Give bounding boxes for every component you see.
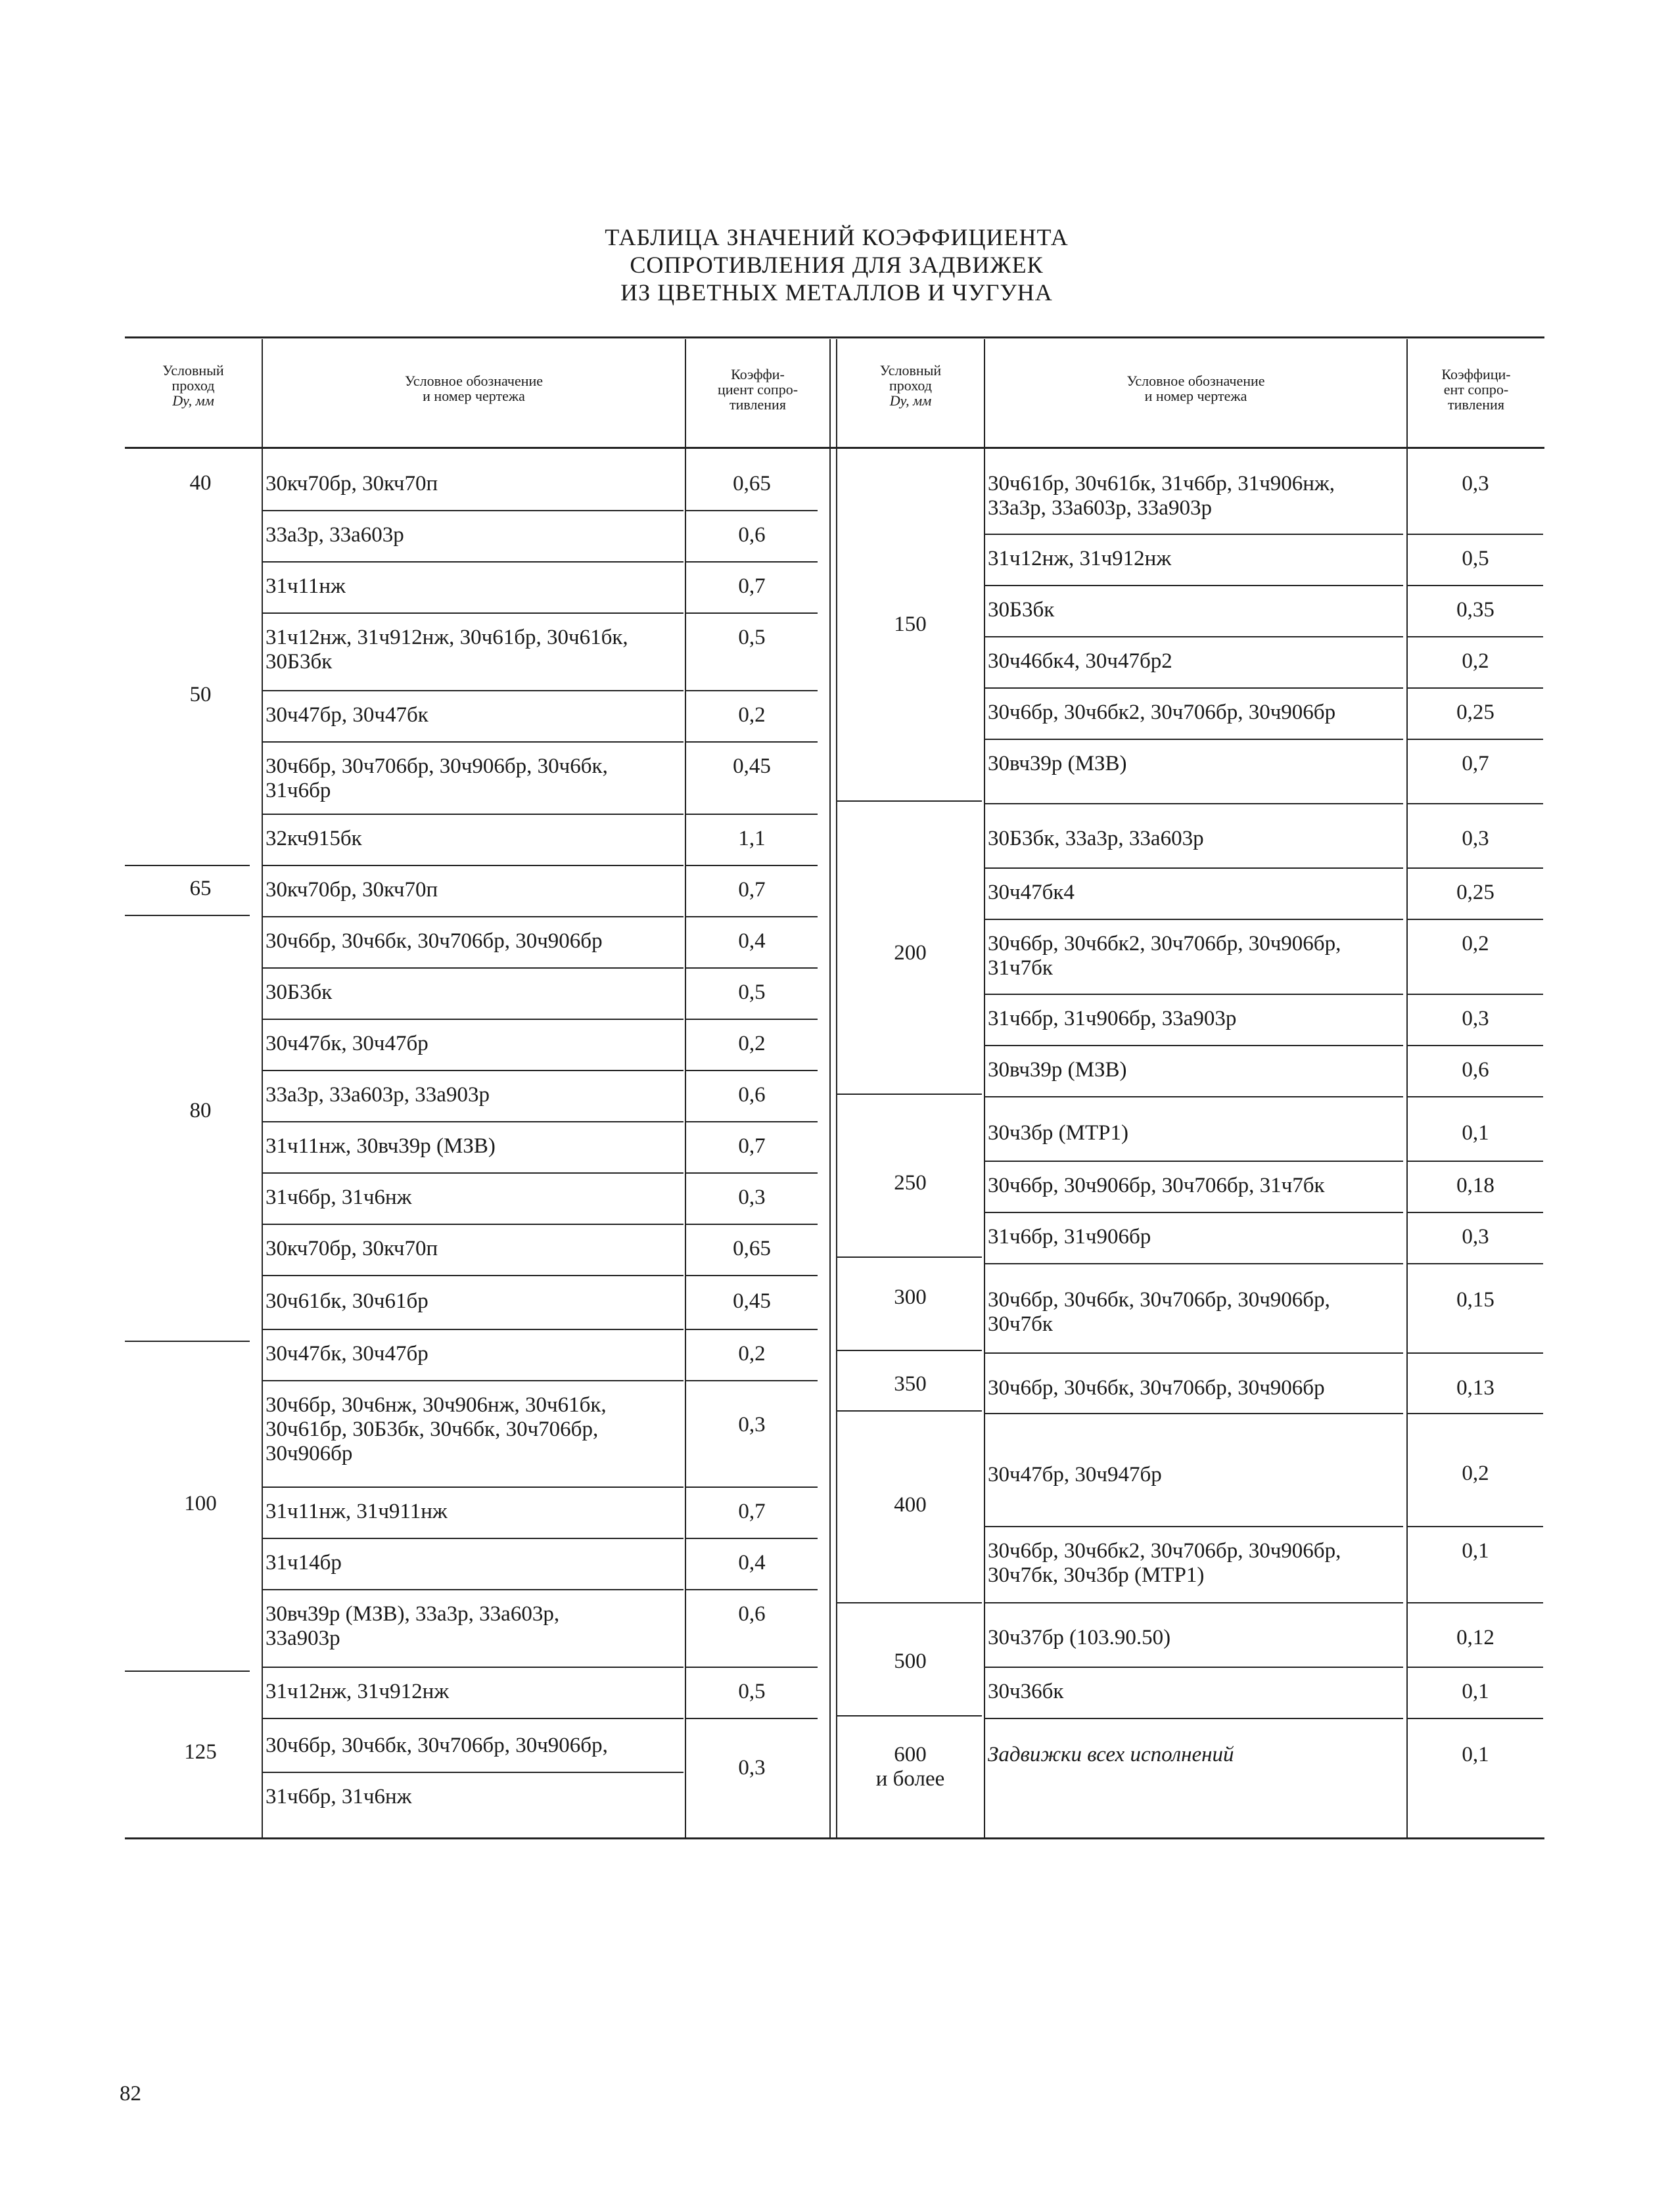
- header-coef-left: [686, 367, 829, 412]
- right-group-sep-1: [837, 800, 982, 802]
- right-coef-5: 0,25: [1456, 701, 1494, 724]
- left-row-sep: [686, 1486, 818, 1488]
- left-row-sep: [263, 865, 683, 866]
- left-designation-10: 30Б3бк: [266, 980, 333, 1004]
- left-coef-22: 0,5: [738, 1680, 766, 1703]
- right-row-sep: [1408, 636, 1543, 637]
- header-designation-left-l1: Условное обозначение: [404, 373, 544, 389]
- left-row-sep: [686, 561, 818, 563]
- header-dn-left: [125, 363, 262, 408]
- right-designation-11: 30вч39р (МЗВ): [988, 1058, 1127, 1082]
- left-coef-6: 0,45: [733, 754, 771, 778]
- right-dn-350: 350: [894, 1372, 927, 1396]
- right-dn-300: 300: [894, 1285, 927, 1309]
- right-dn-250: 250: [894, 1171, 927, 1195]
- left-designation-17: 30ч47бк, 30ч47бр: [266, 1342, 429, 1366]
- left-dn-50: 50: [189, 683, 212, 706]
- left-row-sep: [686, 690, 818, 691]
- header-coef-right-l3: тивления: [1448, 396, 1504, 413]
- right-row-sep: [985, 1263, 1403, 1264]
- left-coef-18: 0,3: [738, 1413, 766, 1437]
- left-coef-17: 0,2: [738, 1342, 766, 1366]
- right-row-sep: [1408, 867, 1543, 869]
- right-designation-9b: 31ч7бк: [988, 956, 1053, 980]
- right-coef-12: 0,1: [1462, 1121, 1489, 1145]
- right-row-sep: [1408, 1718, 1543, 1719]
- title-line-1: ТАБЛИЦА ЗНАЧЕНИЙ КОЭФФИЦИЕНТА: [605, 224, 1069, 250]
- left-designation-4: 31ч12нж, 31ч912нж, 30ч61бр, 30ч61бк,: [266, 626, 628, 649]
- right-row-sep: [985, 739, 1403, 740]
- left-row-sep: [686, 814, 818, 815]
- col-divider-3b: [836, 339, 837, 1837]
- right-row-sep: [985, 1096, 1403, 1097]
- right-row-sep: [985, 585, 1403, 586]
- left-designation-18b: 30ч61бр, 30Б3бк, 30ч6бк, 30ч706бр,: [266, 1417, 599, 1441]
- right-dn-600-l1: 600: [894, 1743, 927, 1766]
- header-designation-left: [263, 373, 685, 403]
- left-row-sep: [686, 510, 818, 511]
- left-designation-13: 31ч11нж, 30вч39р (МЗВ): [266, 1134, 496, 1158]
- right-coef-14: 0,3: [1462, 1225, 1489, 1249]
- right-row-sep: [985, 1352, 1403, 1354]
- header-coef-left-l1: Коэффи-: [731, 366, 785, 382]
- right-row-sep: [985, 867, 1403, 869]
- left-designation-16: 30ч61бк, 30ч61бр: [266, 1289, 429, 1313]
- left-row-sep: [686, 1019, 818, 1020]
- left-row-sep: [263, 690, 683, 691]
- left-row-sep: [263, 510, 683, 511]
- left-designation-9: 30ч6бр, 30ч6бк, 30ч706бр, 30ч906бр: [266, 929, 603, 953]
- right-row-sep: [985, 919, 1403, 920]
- header-coef-left-l2: циент сопро-: [717, 381, 799, 398]
- header-coef-right-l2: ент сопро-: [1443, 381, 1509, 398]
- left-designation-18: 30ч6бр, 30ч6нж, 30ч906нж, 30ч61бк,: [266, 1393, 607, 1417]
- left-row-sep: [686, 967, 818, 969]
- right-dn-500: 500: [894, 1649, 927, 1673]
- right-dn-400: 400: [894, 1493, 927, 1517]
- left-designation-15: 30кч70бр, 30кч70п: [266, 1237, 438, 1260]
- left-group-sep-2: [125, 915, 250, 916]
- left-designation-14: 31ч6бр, 31ч6нж: [266, 1186, 412, 1209]
- right-row-sep: [985, 534, 1403, 535]
- left-group-sep-1: [125, 865, 250, 866]
- header-dn-left-l1: Условный: [162, 362, 224, 379]
- right-row-sep: [985, 687, 1403, 689]
- left-coef-20: 0,4: [738, 1551, 766, 1575]
- right-designation-20: 30ч36бк: [988, 1680, 1064, 1703]
- left-coef-12: 0,6: [738, 1083, 766, 1107]
- right-designation-16: 30ч6бр, 30ч6бк, 30ч706бр, 30ч906бр: [988, 1376, 1325, 1400]
- page-number: 82: [120, 2082, 141, 2106]
- right-row-sep: [1408, 1161, 1543, 1162]
- right-designation-9: 30ч6бр, 30ч6бк2, 30ч706бр, 30ч906бр,: [988, 932, 1341, 956]
- right-row-sep: [985, 1667, 1403, 1668]
- right-row-sep: [1408, 1212, 1543, 1213]
- right-coef-1: 0,3: [1462, 472, 1489, 495]
- left-row-sep: [263, 967, 683, 969]
- right-designation-3: 30Б3бк: [988, 598, 1055, 622]
- left-designation-11: 30ч47бк, 30ч47бр: [266, 1032, 429, 1055]
- left-row-sep: [263, 561, 683, 563]
- right-row-sep: [985, 1212, 1403, 1213]
- right-designation-17: 30ч47бр, 30ч947бр: [988, 1463, 1162, 1486]
- col-divider-4: [984, 339, 985, 1837]
- left-coef-23: 0,3: [738, 1756, 766, 1780]
- left-coef-21: 0,6: [738, 1602, 766, 1626]
- right-row-sep: [1408, 1413, 1543, 1414]
- left-row-sep: [263, 1224, 683, 1225]
- right-row-sep: [1408, 994, 1543, 995]
- table-title: [0, 223, 1668, 306]
- right-group-sep-2: [837, 1094, 982, 1095]
- right-row-sep: [1408, 1096, 1543, 1097]
- left-designation-4b: 30Б3бк: [266, 650, 333, 674]
- left-row-sep: [263, 1718, 683, 1719]
- left-coef-4: 0,5: [738, 626, 766, 649]
- left-designation-21b: 33а903р: [266, 1626, 340, 1650]
- right-row-sep: [1408, 1667, 1543, 1668]
- right-coef-17: 0,2: [1462, 1462, 1489, 1485]
- left-row-sep: [686, 1667, 818, 1668]
- right-row-sep: [1408, 1526, 1543, 1527]
- left-coef-13: 0,7: [738, 1134, 766, 1158]
- right-coef-3: 0,35: [1456, 598, 1494, 622]
- left-designation-12: 33а3р, 33а603р, 33а903р: [266, 1083, 490, 1107]
- right-coef-15: 0,15: [1456, 1288, 1494, 1312]
- left-row-sep: [263, 1589, 683, 1590]
- header-coef-right: [1408, 367, 1544, 412]
- right-group-sep-6: [837, 1602, 982, 1603]
- left-row-sep: [263, 1019, 683, 1020]
- left-coef-10: 0,5: [738, 980, 766, 1004]
- right-designation-8: 30ч47бк4: [988, 881, 1075, 904]
- right-row-sep: [985, 1718, 1403, 1719]
- left-designation-20: 31ч14бр: [266, 1551, 342, 1575]
- right-row-sep: [985, 1602, 1403, 1603]
- right-coef-18: 0,1: [1462, 1539, 1489, 1563]
- col-divider-3a: [829, 339, 831, 1837]
- right-coef-2: 0,5: [1462, 547, 1489, 570]
- left-row-sep: [263, 1538, 683, 1539]
- left-coef-16: 0,45: [733, 1289, 771, 1313]
- right-coef-21: 0,1: [1462, 1743, 1489, 1766]
- right-dn-200: 200: [894, 941, 927, 965]
- left-row-sep: [686, 1538, 818, 1539]
- right-coef-10: 0,3: [1462, 1007, 1489, 1030]
- right-designation-1b: 33а3р, 33а603р, 33а903р: [988, 496, 1212, 520]
- left-designation-6: 30ч6бр, 30ч706бр, 30ч906бр, 30ч6бк,: [266, 754, 608, 778]
- left-row-sep: [263, 1121, 683, 1122]
- right-designation-5: 30ч6бр, 30ч6бк2, 30ч706бр, 30ч906бр: [988, 701, 1336, 724]
- header-coef-left-l3: тивления: [730, 396, 786, 413]
- left-designation-8: 30кч70бр, 30кч70п: [266, 878, 438, 902]
- left-dn-40: 40: [189, 471, 212, 495]
- title-line-3: ИЗ ЦВЕТНЫХ МЕТАЛЛОВ И ЧУГУНА: [620, 279, 1053, 306]
- left-row-sep: [686, 1172, 818, 1174]
- header-designation-right-l1: Условное обозначение: [1126, 373, 1265, 389]
- right-designation-6: 30вч39р (МЗВ): [988, 752, 1127, 775]
- header-dn-right-l1: Условный: [879, 362, 942, 379]
- left-dn-65: 65: [189, 877, 212, 900]
- right-designation-2: 31ч12нж, 31ч912нж: [988, 547, 1172, 570]
- right-row-sep: [1408, 919, 1543, 920]
- col-divider-5: [1406, 339, 1408, 1837]
- left-designation-7: 32кч915бк: [266, 827, 362, 850]
- title-line-2: СОПРОТИВЛЕНИЯ ДЛЯ ЗАДВИЖЕК: [630, 252, 1044, 278]
- right-group-sep-4: [837, 1350, 982, 1351]
- right-coef-7: 0,3: [1462, 827, 1489, 850]
- left-group-sep-3: [125, 1341, 250, 1342]
- table-top-rule: [125, 336, 1544, 338]
- left-designation-21: 30вч39р (МЗВ), 33а3р, 33а603р,: [266, 1602, 560, 1626]
- right-dn-600: [854, 1743, 966, 1791]
- right-row-sep: [1408, 534, 1543, 535]
- right-coef-13: 0,18: [1456, 1174, 1494, 1197]
- header-dn-right-l2: проход: [889, 377, 932, 394]
- left-designation-19: 31ч11нж, 31ч911нж: [266, 1500, 448, 1523]
- left-row-sep: [263, 1070, 683, 1071]
- right-row-sep: [985, 803, 1403, 804]
- right-coef-11: 0,6: [1462, 1058, 1489, 1082]
- left-coef-9: 0,4: [738, 929, 766, 953]
- right-coef-4: 0,2: [1462, 649, 1489, 673]
- right-row-sep: [1408, 1045, 1543, 1046]
- left-row-sep: [686, 1589, 818, 1590]
- left-row-sep: [686, 1329, 818, 1330]
- right-designation-10: 31ч6бр, 31ч906бр, 33а903р: [988, 1007, 1237, 1030]
- right-dn-150: 150: [894, 612, 927, 636]
- right-row-sep: [1408, 687, 1543, 689]
- left-row-sep: [686, 1224, 818, 1225]
- right-row-sep: [1408, 739, 1543, 740]
- right-row-sep: [985, 1045, 1403, 1046]
- table-bottom-rule: [125, 1837, 1544, 1839]
- right-coef-20: 0,1: [1462, 1680, 1489, 1703]
- left-coef-8: 0,7: [738, 878, 766, 902]
- left-row-sep: [686, 741, 818, 743]
- right-row-sep: [985, 1161, 1403, 1162]
- left-designation-23: 30ч6бр, 30ч6бк, 30ч706бр, 30ч906бр,: [266, 1734, 608, 1757]
- right-designation-19: 30ч37бр (103.90.50): [988, 1626, 1171, 1649]
- left-row-sep: [686, 1380, 818, 1381]
- left-row-sep: [263, 1667, 683, 1668]
- header-designation-left-l2: и номер чертежа: [423, 388, 525, 404]
- right-dn-600-l2: и более: [875, 1767, 945, 1791]
- left-row-sep: [263, 916, 683, 917]
- right-designation-18b: 30ч7бк, 30ч3бр (МТР1): [988, 1563, 1205, 1587]
- header-designation-right: [985, 373, 1406, 403]
- header-dn-right: [837, 363, 984, 408]
- right-coef-16: 0,13: [1456, 1376, 1494, 1400]
- left-designation-3: 31ч11нж: [266, 574, 346, 598]
- right-designation-18: 30ч6бр, 30ч6бк2, 30ч706бр, 30ч906бр,: [988, 1539, 1341, 1563]
- right-coef-8: 0,25: [1456, 881, 1494, 904]
- header-bottom-rule: [125, 447, 1544, 449]
- left-row-sep: [686, 1718, 818, 1719]
- left-coef-11: 0,2: [738, 1032, 766, 1055]
- left-coef-19: 0,7: [738, 1500, 766, 1523]
- right-designation-15b: 30ч7бк: [988, 1312, 1053, 1336]
- right-designation-15: 30ч6бр, 30ч6бк, 30ч706бр, 30ч906бр,: [988, 1288, 1330, 1312]
- right-row-sep: [1408, 585, 1543, 586]
- left-row-sep: [686, 612, 818, 614]
- right-row-sep: [985, 994, 1403, 995]
- right-group-sep-3: [837, 1256, 982, 1258]
- left-dn-80: 80: [189, 1099, 212, 1122]
- left-coef-1: 0,65: [733, 472, 771, 495]
- right-coef-9: 0,2: [1462, 932, 1489, 956]
- right-row-sep: [985, 636, 1403, 637]
- left-row-sep: [263, 1329, 683, 1330]
- left-designation-2: 33а3р, 33а603р: [266, 523, 404, 547]
- left-row-sep: [263, 814, 683, 815]
- right-designation-12: 30ч3бр (МТР1): [988, 1121, 1128, 1145]
- left-designation-24: 31ч6бр, 31ч6нж: [266, 1785, 412, 1809]
- left-designation-1: 30кч70бр, 30кч70п: [266, 472, 438, 495]
- left-row-sep: [686, 1121, 818, 1122]
- left-dn-125: 125: [184, 1740, 217, 1764]
- left-row-sep: [686, 916, 818, 917]
- left-coef-15: 0,65: [733, 1237, 771, 1260]
- left-coef-5: 0,2: [738, 703, 766, 727]
- left-coef-7: 1,1: [738, 827, 766, 850]
- left-designation-22: 31ч12нж, 31ч912нж: [266, 1680, 450, 1703]
- left-row-sep: [263, 612, 683, 614]
- header-designation-right-l2: и номер чертежа: [1144, 388, 1247, 404]
- left-row-sep: [686, 865, 818, 866]
- left-row-sep: [686, 1275, 818, 1276]
- left-row-sep: [263, 1172, 683, 1174]
- left-row-sep: [263, 1486, 683, 1488]
- left-row-sep: [263, 741, 683, 743]
- header-dn-left-l3: Dy, мм: [172, 392, 214, 409]
- left-row-sep: [263, 1772, 683, 1773]
- right-coef-6: 0,7: [1462, 752, 1489, 775]
- header-dn-right-l3: Dy, мм: [889, 392, 932, 409]
- left-coef-2: 0,6: [738, 523, 766, 547]
- header-dn-left-l2: проход: [172, 377, 215, 394]
- left-row-sep: [263, 1275, 683, 1276]
- header-coef-right-l1: Коэффици-: [1441, 366, 1511, 382]
- left-row-sep: [263, 1380, 683, 1381]
- right-row-sep: [1408, 803, 1543, 804]
- left-coef-14: 0,3: [738, 1186, 766, 1209]
- left-row-sep: [686, 1070, 818, 1071]
- right-group-sep-5: [837, 1410, 982, 1412]
- left-designation-18c: 30ч906бр: [266, 1442, 353, 1465]
- left-designation-6b: 31ч6бр: [266, 779, 331, 802]
- left-dn-100: 100: [184, 1492, 217, 1515]
- right-coef-19: 0,12: [1456, 1626, 1494, 1649]
- right-group-sep-7: [837, 1715, 982, 1717]
- right-row-sep: [1408, 1263, 1543, 1264]
- col-divider-1: [262, 339, 263, 1837]
- right-designation-14: 31ч6бр, 31ч906бр: [988, 1225, 1151, 1249]
- right-designation-1: 30ч61бр, 30ч61бк, 31ч6бр, 31ч906нж,: [988, 472, 1335, 495]
- right-designation-21: Задвижки всех исполнений: [988, 1743, 1234, 1766]
- left-designation-5: 30ч47бр, 30ч47бк: [266, 703, 429, 727]
- right-designation-7: 30Б3бк, 33а3р, 33а603р: [988, 827, 1204, 850]
- left-coef-3: 0,7: [738, 574, 766, 598]
- right-row-sep: [985, 1526, 1403, 1527]
- left-group-sep-4: [125, 1671, 250, 1672]
- right-designation-4: 30ч46бк4, 30ч47бр2: [988, 649, 1172, 673]
- right-row-sep: [985, 1413, 1403, 1414]
- right-row-sep: [1408, 1352, 1543, 1354]
- right-designation-13: 30ч6бр, 30ч906бр, 30ч706бр, 31ч7бк: [988, 1174, 1325, 1197]
- right-row-sep: [1408, 1602, 1543, 1603]
